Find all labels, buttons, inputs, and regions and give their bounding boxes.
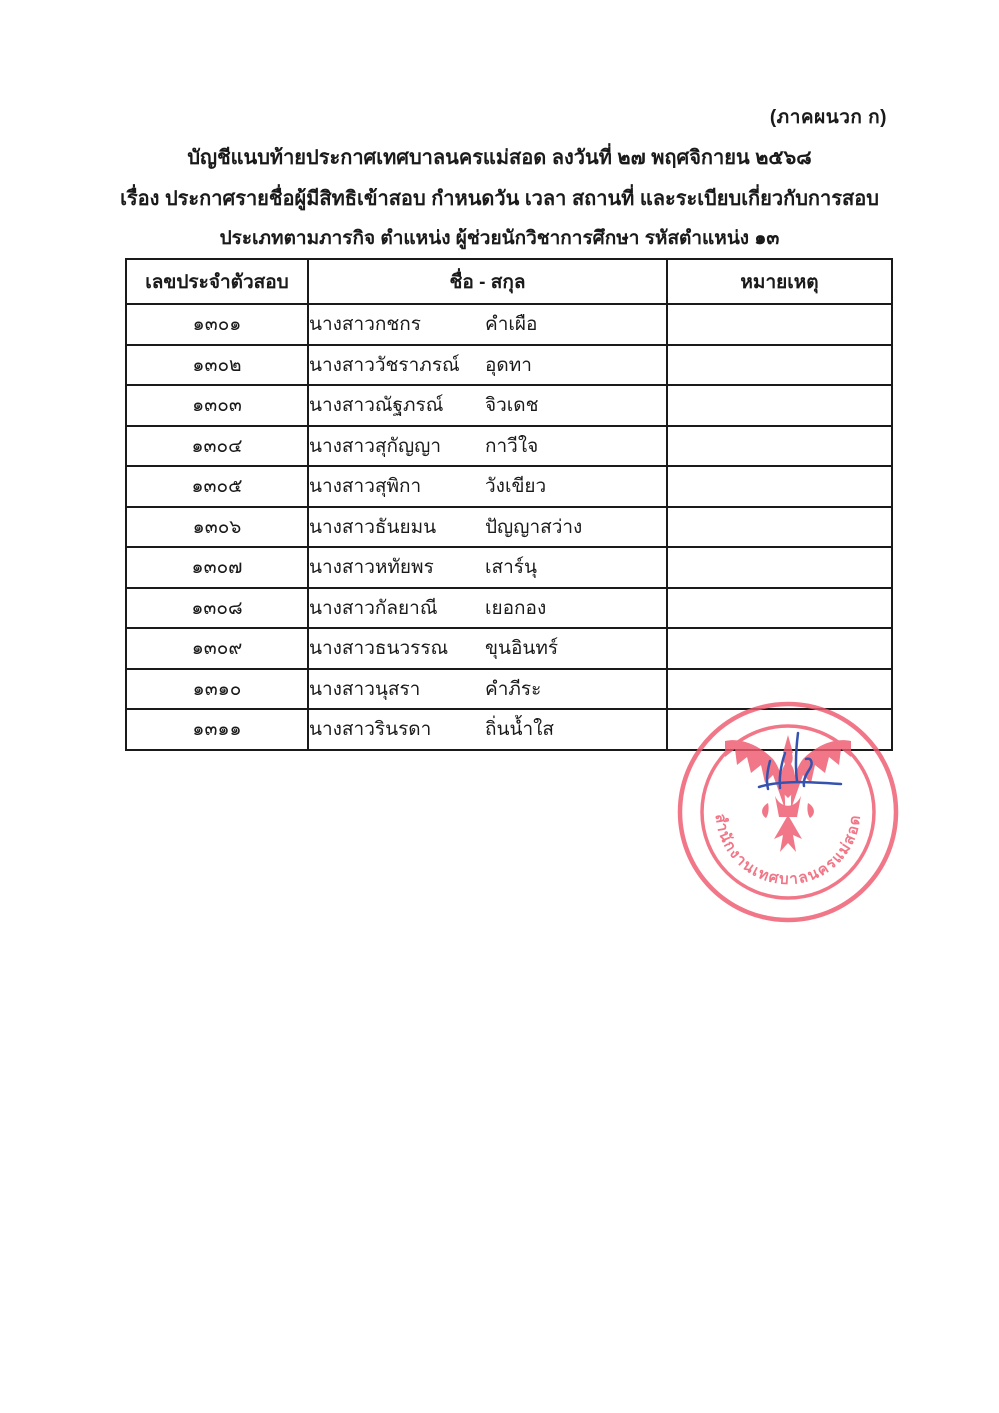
red-seal <box>680 704 896 920</box>
exam-number-cell: ๑๓๐๙ <box>126 628 308 669</box>
table-row <box>126 588 892 629</box>
first-name-text: นางสาวธันยมน <box>309 516 437 538</box>
name-cell <box>308 426 667 467</box>
header-remark: หมายเหตุ <box>667 259 892 304</box>
first-name-text: นางสาวรินรดา <box>309 719 432 741</box>
first-name-text: นางสาวหทัยพร <box>309 557 434 579</box>
remark-cell <box>667 507 892 548</box>
document-title-line1: บัญชีแนบท้ายประกาศเทศบาลนครแม่สอด ลงวันที่ ๒๗ พฤศจิกายน ๒๕๖๘ <box>187 147 812 169</box>
table-row <box>126 466 892 507</box>
first-name-text: นางสาวสุกัญญา <box>309 435 442 457</box>
remark-cell <box>667 426 892 467</box>
document-title-line2: เรื่อง ประกาศรายชื่อผู้มีสิทธิเข้าสอบ กำหนดวัน เวลา สถานที่ และระเบียบเกี่ยวกับการสอบ <box>120 188 879 210</box>
table-row <box>126 628 892 669</box>
name-cell <box>308 669 667 710</box>
name-cell <box>308 507 667 548</box>
name-cell <box>308 588 667 629</box>
last-name-text: วังเขียว <box>485 476 547 498</box>
seal-text-label: สำนักงานเทศบาลนครแม่สอด <box>711 812 865 889</box>
name-cell <box>308 547 667 588</box>
table-row <box>126 345 892 386</box>
table-row <box>126 547 892 588</box>
first-name-text: นางสาวนุสรา <box>309 678 421 700</box>
exam-number-cell: ๑๓๐๕ <box>126 466 308 507</box>
last-name-text: เยอกอง <box>485 597 547 619</box>
remark-cell <box>667 588 892 629</box>
municipality-seal-stamp <box>673 697 903 927</box>
remark-cell <box>667 466 892 507</box>
exam-number-cell: ๑๓๐๔ <box>126 426 308 467</box>
remark-cell <box>667 385 892 426</box>
table-header-row <box>126 259 892 304</box>
last-name-text: กาวีใจ <box>485 435 539 457</box>
exam-number-cell: ๑๓๐๗ <box>126 547 308 588</box>
name-cell <box>308 466 667 507</box>
remark-cell <box>667 628 892 669</box>
first-name-text: นางสาวณัฐภรณ์ <box>309 395 444 417</box>
name-cell <box>308 385 667 426</box>
name-cell <box>308 709 667 750</box>
appendix-label: (ภาคผนวก ก) <box>769 107 887 128</box>
document-title-line3: ประเภทตามภารกิจ ตำแหน่ง ผู้ช่วยนักวิชาการศึกษา รหัสตำแหน่ง ๑๓ <box>219 228 780 249</box>
first-name-text: นางสาวกัลยาณี <box>309 597 438 619</box>
name-cell <box>308 345 667 386</box>
remark-cell <box>667 304 892 345</box>
first-name-text: นางสาวกชกร <box>309 314 421 336</box>
last-name-text: อุดทา <box>485 354 532 376</box>
header-name: ชื่อ - สกุล <box>308 259 667 304</box>
exam-number-cell: ๑๓๐๑ <box>126 304 308 345</box>
last-name-text: ปัญญาสว่าง <box>485 516 583 538</box>
last-name-text: ถิ่นน้ำใส <box>485 719 555 741</box>
name-cell <box>308 304 667 345</box>
candidates-table <box>125 258 893 751</box>
remark-cell <box>667 345 892 386</box>
header-exam-number: เลขประจำตัวสอบ <box>126 259 308 304</box>
last-name-text: คำภีระ <box>485 678 542 700</box>
table-row <box>126 304 892 345</box>
exam-number-cell: ๑๓๐๓ <box>126 385 308 426</box>
exam-number-cell: ๑๓๐๖ <box>126 507 308 548</box>
remark-cell <box>667 547 892 588</box>
table-row <box>126 385 892 426</box>
table-body <box>126 304 892 750</box>
last-name-text: ขุนอินทร์ <box>485 638 559 660</box>
first-name-text: นางสาววัชราภรณ์ <box>309 354 460 376</box>
first-name-text: นางสาวสุพิกา <box>309 476 422 498</box>
table-row <box>126 426 892 467</box>
name-cell <box>308 628 667 669</box>
exam-number-cell: ๑๓๑๑ <box>126 709 308 750</box>
last-name-text: เสาร์นุ <box>485 557 537 579</box>
last-name-text: จิวเดช <box>485 395 539 417</box>
table-row <box>126 507 892 548</box>
exam-number-cell: ๑๓๐๘ <box>126 588 308 629</box>
last-name-text: คำเผือ <box>485 314 538 336</box>
exam-number-cell: ๑๓๑๐ <box>126 669 308 710</box>
exam-number-cell: ๑๓๐๒ <box>126 345 308 386</box>
garuda-emblem-icon <box>725 735 851 852</box>
first-name-text: นางสาวธนวรรณ <box>309 638 449 660</box>
